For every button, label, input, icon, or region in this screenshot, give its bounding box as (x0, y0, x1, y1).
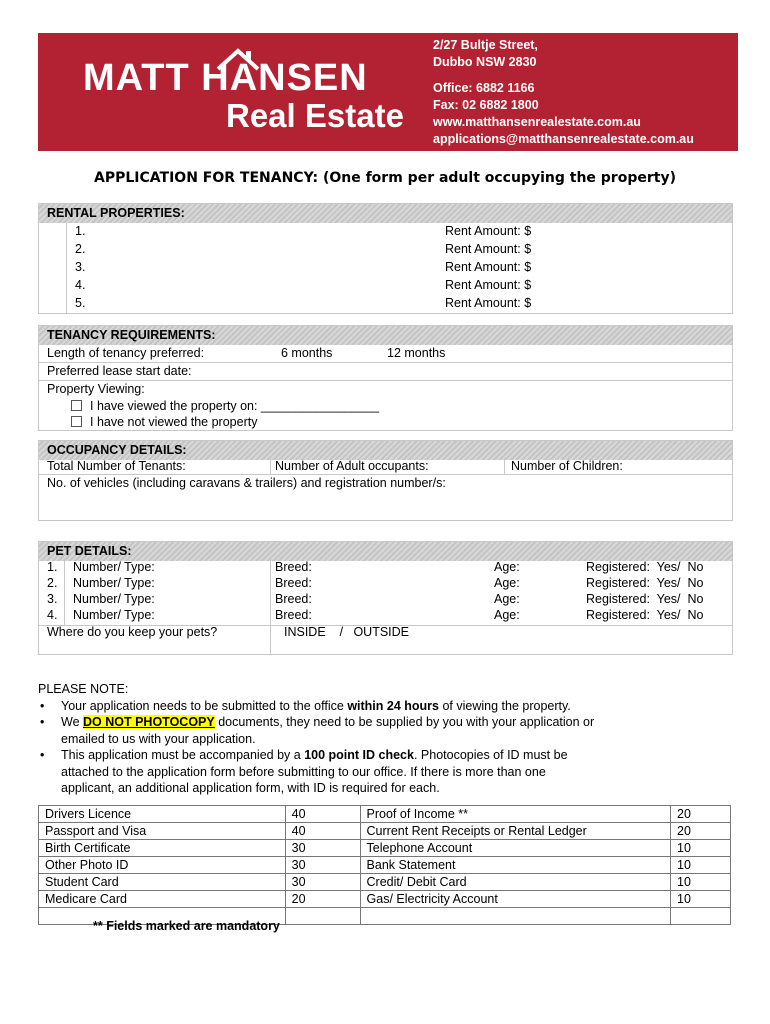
id-points: 10 (671, 857, 731, 874)
email-link[interactable]: applications@matthansenrealestate.com.au (433, 132, 694, 146)
address-line-1: 2/27 Bultje Street, (433, 38, 538, 52)
pet-type-field[interactable]: Number/ Type: (73, 608, 155, 622)
id-points: 10 (671, 891, 731, 908)
rent-amount-field[interactable]: Rent Amount: $ (445, 224, 532, 238)
id-document: Telephone Account (360, 840, 671, 857)
logo-name: MATT HANSEN (83, 57, 368, 99)
checkbox-icon[interactable] (71, 400, 82, 411)
id-document: Bank Statement (360, 857, 671, 874)
pet-type-field[interactable]: Number/ Type: (73, 592, 155, 606)
pet-breed-field[interactable]: Breed: (275, 592, 312, 606)
id-points: 10 (671, 874, 731, 891)
rent-amount-field[interactable]: Rent Amount: $ (445, 296, 532, 310)
mandatory-fields-note: ** Fields marked are mandatory (93, 919, 280, 933)
six-months-option[interactable]: 6 months (281, 346, 333, 360)
table-row (39, 857, 731, 874)
id-document: Current Rent Receipts or Rental Ledger (360, 823, 671, 840)
note-bullet-3: • This application must be accompanied by a 100 point ID check. Photocopies of ID must be attached to the application form before submitting to our office. If there is more than one applicant, an additional application form, with ID is required for each. (40, 748, 568, 795)
pet-age-field[interactable]: Age: (494, 608, 520, 622)
id-document: Passport and Visa (39, 823, 286, 840)
not-viewed-option[interactable] (71, 414, 257, 430)
note-bullet-2: • We DO NOT PHOTOCOPY documents, they need to be supplied by you with your application or emailed to us with your application. (40, 715, 595, 746)
viewed-option[interactable] (71, 398, 379, 414)
pet-type-field[interactable]: Number/ Type: (73, 560, 155, 574)
rent-amount-field[interactable]: Rent Amount: $ (445, 242, 532, 256)
adult-occupants-field[interactable]: Number of Adult occupants: (275, 459, 429, 473)
pet-registered-field[interactable]: Registered: Yes/ No (586, 592, 704, 606)
logo-subtitle: Real Estate (226, 97, 404, 134)
id-points: 10 (671, 840, 731, 857)
office-phone: Office: 6882 1166 (433, 81, 535, 95)
occupancy-details-heading: OCCUPANCY DETAILS: (39, 441, 732, 460)
property-viewing-label: Property Viewing: (47, 382, 145, 396)
inside-outside-option[interactable]: INSIDE / OUTSIDE (284, 625, 410, 639)
fax-number: Fax: 02 6882 1800 (433, 98, 539, 112)
id-document: Proof of Income ** (360, 806, 671, 823)
pet-details-section (38, 541, 733, 655)
form-title: APPLICATION FOR TENANCY: (One form per adult occupying the property) (94, 170, 676, 186)
id-points-table (38, 805, 731, 925)
table-row (39, 840, 731, 857)
pet-details-heading: PET DETAILS: (39, 542, 732, 561)
please-note-section (38, 681, 738, 797)
table-row (39, 823, 731, 840)
pet-age-field[interactable]: Age: (494, 576, 520, 590)
id-points: 30 (285, 857, 360, 874)
rental-row-num: 1. (75, 224, 86, 238)
id-document (360, 908, 671, 925)
pet-registered-field[interactable]: Registered: Yes/ No (586, 608, 704, 622)
note-bullet-1: • Your application needs to be submitted to the office within 24 hours of viewing the property. (40, 698, 571, 713)
id-document: Medicare Card (39, 891, 286, 908)
children-field[interactable]: Number of Children: (511, 459, 623, 473)
contact-details (433, 37, 694, 148)
website-link[interactable]: www.matthansenrealestate.com.au (433, 115, 641, 129)
viewed-label: I have viewed the property on: _________________ (90, 399, 380, 413)
id-points: 40 (285, 823, 360, 840)
rental-row-num: 4. (75, 278, 86, 292)
total-tenants-field[interactable]: Total Number of Tenants: (47, 459, 186, 473)
id-points: 20 (671, 806, 731, 823)
address-line-2: Dubbo NSW 2830 (433, 55, 537, 69)
id-points (285, 908, 360, 925)
table-row (39, 806, 731, 823)
pet-row-num: 2. (47, 576, 58, 590)
letterhead-banner (38, 33, 738, 151)
tenancy-length-label: Length of tenancy preferred: (47, 346, 205, 360)
twelve-months-option[interactable]: 12 months (387, 346, 446, 360)
pet-registered-field[interactable]: Registered: Yes/ No (586, 560, 704, 574)
pet-age-field[interactable]: Age: (494, 560, 520, 574)
pet-row-num: 1. (47, 560, 58, 574)
occupancy-details-section (38, 440, 733, 521)
id-document: Student Card (39, 874, 286, 891)
lease-start-field[interactable]: Preferred lease start date: (47, 364, 192, 378)
pet-breed-field[interactable]: Breed: (275, 608, 312, 622)
id-points: 20 (671, 823, 731, 840)
vehicles-field[interactable]: No. of vehicles (including caravans & trailers) and registration number/s: (47, 476, 446, 490)
id-document: Drivers Licence (39, 806, 286, 823)
table-row (39, 891, 731, 908)
rent-amount-field[interactable]: Rent Amount: $ (445, 278, 532, 292)
rental-properties-heading: RENTAL PROPERTIES: (39, 204, 732, 223)
checkbox-icon[interactable] (71, 416, 82, 427)
id-document: Other Photo ID (39, 857, 286, 874)
tenancy-requirements-section (38, 325, 733, 431)
id-points (671, 908, 731, 925)
rent-amount-field[interactable]: Rent Amount: $ (445, 260, 532, 274)
pet-row-num: 3. (47, 592, 58, 606)
do-not-photocopy-highlight: DO NOT PHOTOCOPY (83, 715, 215, 729)
pet-location-label: Where do you keep your pets? (47, 625, 218, 639)
pet-registered-field[interactable]: Registered: Yes/ No (586, 576, 704, 590)
rental-row-num: 3. (75, 260, 86, 274)
id-points: 30 (285, 874, 360, 891)
rental-row-num: 5. (75, 296, 86, 310)
id-document: Credit/ Debit Card (360, 874, 671, 891)
pet-breed-field[interactable]: Breed: (275, 576, 312, 590)
id-points: 30 (285, 840, 360, 857)
rental-row-num: 2. (75, 242, 86, 256)
id-document: Birth Certificate (39, 840, 286, 857)
tenancy-requirements-heading: TENANCY REQUIREMENTS: (39, 326, 732, 345)
pet-row-num: 4. (47, 608, 58, 622)
please-note-heading: PLEASE NOTE: (38, 682, 129, 696)
id-points: 40 (285, 806, 360, 823)
id-document: Gas/ Electricity Account (360, 891, 671, 908)
table-row (39, 874, 731, 891)
rental-properties-section (38, 203, 733, 314)
pet-age-field[interactable]: Age: (494, 592, 520, 606)
not-viewed-label: I have not viewed the property (90, 415, 258, 429)
pet-type-field[interactable]: Number/ Type: (73, 576, 155, 590)
pet-breed-field[interactable]: Breed: (275, 560, 312, 574)
id-points: 20 (285, 891, 360, 908)
